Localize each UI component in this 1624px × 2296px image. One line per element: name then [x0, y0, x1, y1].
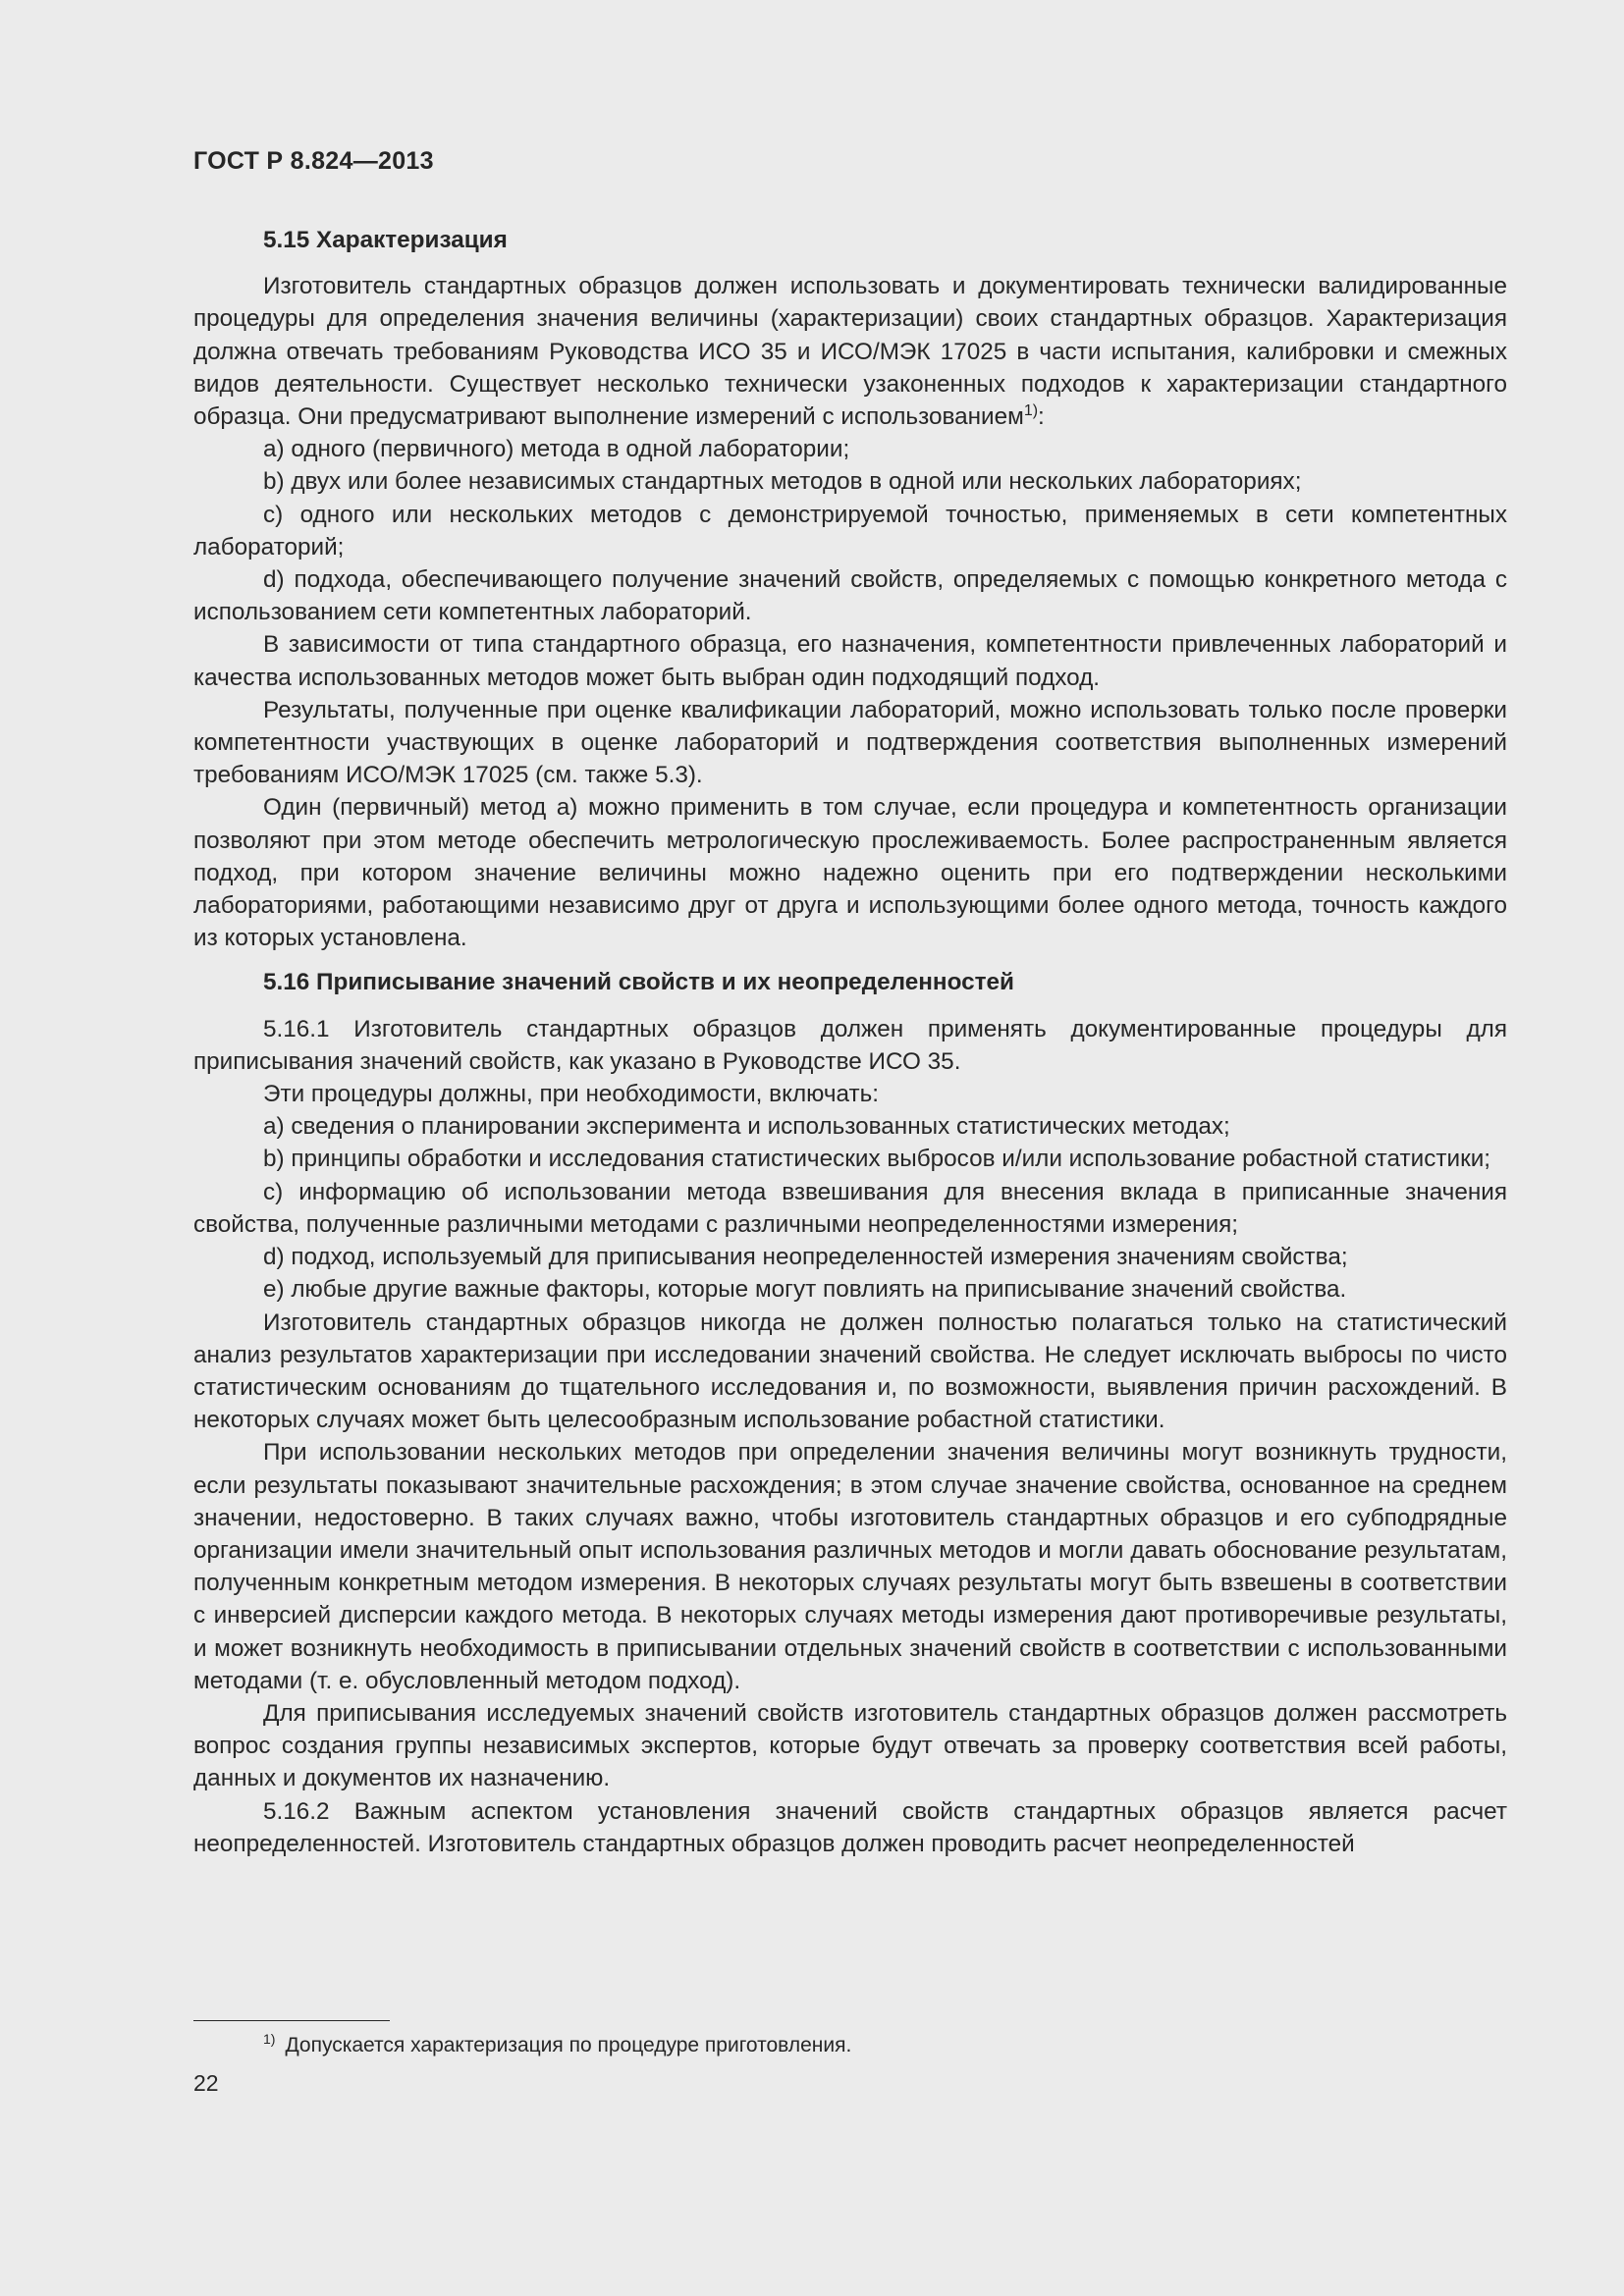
paragraph: Изготовитель стандартных образцов никогда не должен полностью полагаться только на статистический анализ результатов характеризации при исследовании значений свойства. Не следует исключать выбросы по чисто статистическим основаниям до тщательного исследования и, по возможности, выявления причин расхождений. В некоторых случаях может быть целесообразным использование робастной статистики. [193, 1308, 1507, 1434]
list-item: c) информацию об использовании метода взвешивания для внесения вклада в приписанные значения свойства, полученные различными методами с различными неопределенностями измерения; [193, 1178, 1507, 1238]
document-page [193, 0, 1507, 2296]
footnote-text: Допускается характеризация по процедуре приготовления. [285, 2034, 852, 2056]
list-item: e) любые другие важные факторы, которые могут повлиять на приписывание значений свойства. [263, 1276, 1347, 1304]
list-item: a) сведения о планировании эксперимента и использованных статистических методах; [263, 1113, 1230, 1141]
paragraph: Один (первичный) метод а) можно применить в том случае, если процедура и компетентность организации позволяют при этом методе обеспечить метрологическую прослеживаемость. Более распространенным является подход, при котором значение величины можно надежно оценить при его подтверждении несколькими лабораториями, работающими независимо друг от друга и использующими более одного метода, точность каждого из которых установлена. [193, 794, 1507, 952]
page-content [193, 224, 1507, 1860]
list-item: a) одного (первичного) метода в одной лаборатории; [263, 436, 850, 463]
paragraph-intro [193, 270, 1507, 433]
section-heading-5-15: 5.15 Характеризация [263, 227, 508, 253]
paragraph: 5.16.1 Изготовитель стандартных образцов должен применять документированные процедуры для приписывания значений свойств, как указано в Руководстве ИСО 35. [193, 1015, 1507, 1075]
footnote [263, 2031, 851, 2060]
paragraph: В зависимости от типа стандартного образца, его назначения, компетентности привлеченных лабораторий и качества использованных методов может быть выбран один подходящий подход. [193, 631, 1507, 691]
list-item: c) одного или нескольких методов с демонстрируемой точностью, применяемых в сети компетентных лабораторий; [193, 501, 1507, 561]
list-item: d) подхода, обеспечивающего получение значений свойств, определяемых с помощью конкретного метода с использованием сети компетентных лабораторий. [193, 566, 1507, 626]
page-number: 22 [193, 2070, 219, 2096]
section-heading-5-16: 5.16 Приписывание значений свойств и их неопределенностей [263, 969, 1014, 996]
paragraph: 5.16.2 Важным аспектом установления значений свойств стандартных образцов является расчет неопределенностей. Изготовитель стандартных образцов должен проводить расчет неопределенностей [193, 1797, 1507, 1857]
footnote-ref: 1) [1023, 402, 1039, 420]
footnote-divider [193, 2020, 390, 2021]
paragraph: При использовании нескольких методов при определении значения величины могут возникнуть трудности, если результаты показывают значительные расхождения; в этом случае значение свойства, основанное на среднем значении, недостоверно. В таких случаях важно, чтобы изготовитель стандартных образцов и его субподрядные организации имели значительный опыт использования различных методов и могли давать обоснование результатам, полученным конкретным методом измерения. В некоторых случаях результаты могут быть взвешены в соответствии с инверсией дисперсии каждого метода. В некоторых случаях методы измерения дают противоречивые результаты, и может возникнуть необходимость в приписывании отдельных значений свойств в соответствии с использованными методами (т. е. обусловленный методом подход). [193, 1439, 1507, 1694]
paragraph: Результаты, полученные при оценке квалификации лабораторий, можно использовать только после проверки компетентности участвующих в оценке лабораторий и подтверждения соответствия выполненных измерений требованиям ИСО/МЭК 17025 (см. также 5.3). [193, 696, 1507, 789]
paragraph: Эти процедуры должны, при необходимости, включать: [263, 1081, 880, 1108]
document-header: ГОСТ Р 8.824—2013 [193, 147, 434, 175]
paragraph: Для приписывания исследуемых значений свойств изготовитель стандартных образцов должен рассмотреть вопрос создания группы независимых экспертов, которые будут отвечать за проверку соответствия всей работы, данных и документов их назначению. [193, 1699, 1507, 1792]
list-item: b) принципы обработки и исследования статистических выбросов и/или использование робастной статистики; [263, 1146, 1491, 1173]
list-item: b) двух или более независимых стандартных методов в одной или нескольких лабораториях; [263, 468, 1302, 496]
footnote-marker: 1) [263, 2031, 276, 2047]
list-item: d) подход, используемый для приписывания неопределенностей измерения значениям свойства; [263, 1244, 1348, 1271]
intro-text: Изготовитель стандартных образцов должен использовать и документировать технически валидированные процедуры для определения значения величины (характеризации) своих стандартных образцов. Характеризация должна отвечать требованиям Руководства ИСО 35 и ИСО/МЭК 17025 в части испытания, калибровки и смежных видов деятельности. Существует несколько технически узаконенных подходов к характеризации стандартного образца. Они предусматривают выполнение измерений с использованием [193, 273, 1507, 431]
intro-tail: : [1038, 403, 1045, 431]
